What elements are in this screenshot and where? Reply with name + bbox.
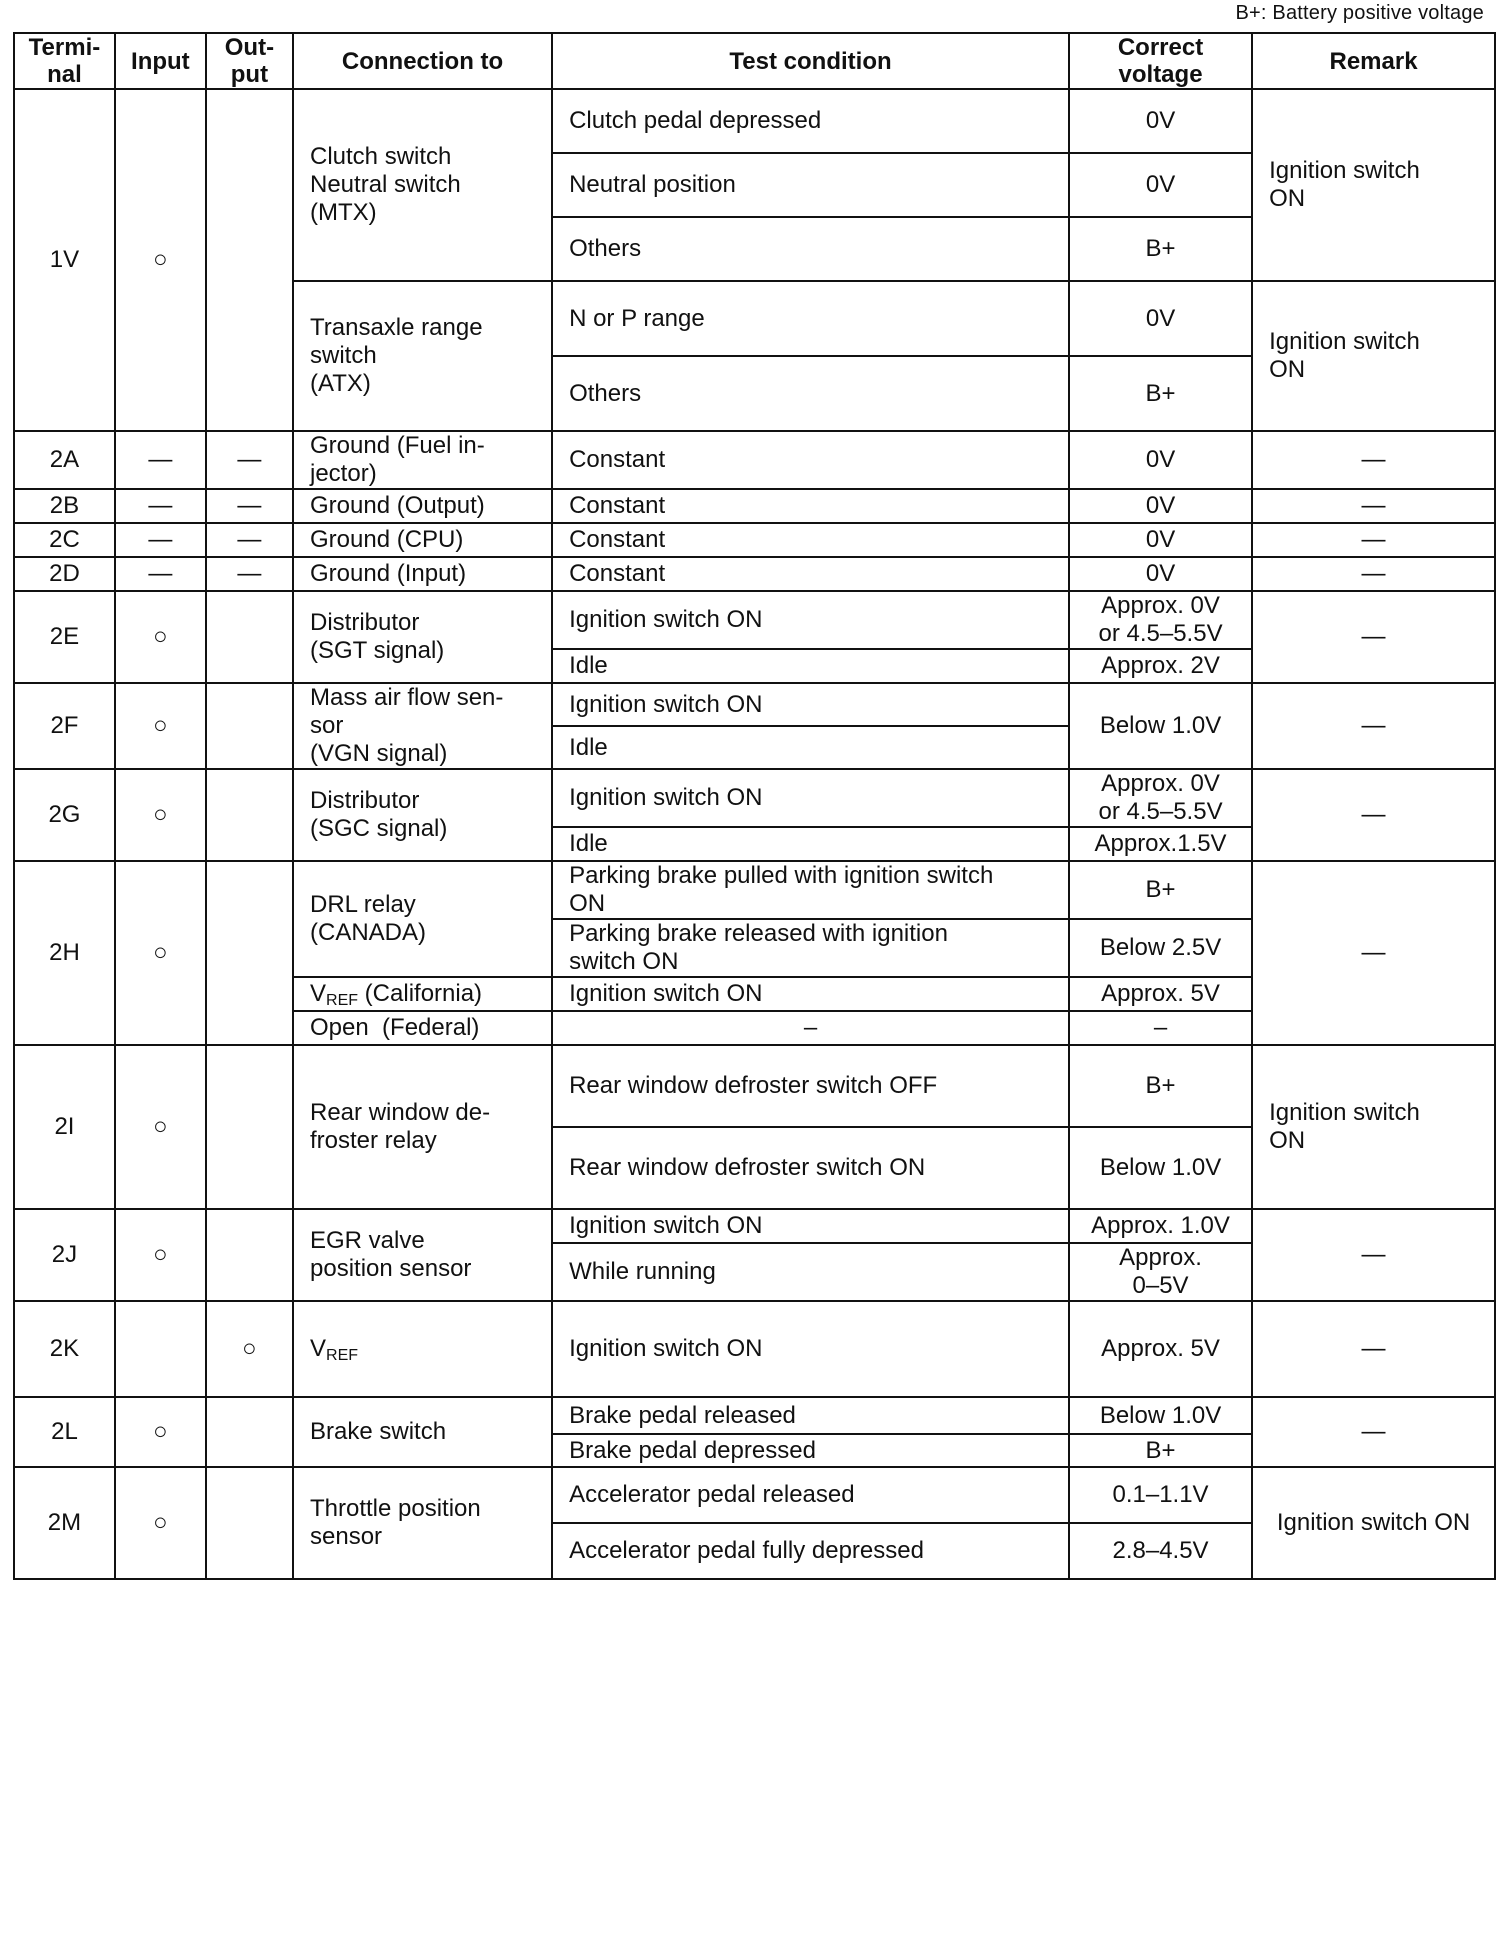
connection-distributor-sgt: Distributor (SGT signal) [293, 591, 552, 683]
connection-egr-valve-position-sensor: EGR valve position sensor [293, 1209, 552, 1301]
connection-distributor-sgc: Distributor (SGC signal) [293, 769, 552, 861]
test-condition: Ignition switch ON [552, 769, 1069, 827]
correct-voltage: Approx. 5V [1069, 1301, 1252, 1397]
vref-sub: REF [326, 992, 359, 1009]
test-condition: Ignition switch ON [552, 591, 1069, 649]
output-mark [206, 1467, 293, 1579]
input-mark: ○ [115, 861, 206, 1045]
table-row [14, 89, 1495, 153]
test-condition: Ignition switch ON [552, 683, 1069, 726]
vref-v: V [310, 1335, 327, 1362]
connection-clutch-neutral-switch: Clutch switch Neutral switch (MTX) [293, 89, 552, 281]
correct-voltage: Below 2.5V [1069, 919, 1252, 977]
input-mark: ○ [115, 89, 206, 431]
remark: — [1252, 683, 1495, 769]
test-condition: Idle [552, 649, 1069, 683]
input-mark: ○ [115, 1209, 206, 1301]
connection-rear-window-defroster-relay: Rear window de- froster relay [293, 1045, 552, 1209]
test-condition: Idle [552, 827, 1069, 861]
header-row [14, 33, 1495, 89]
table-row [14, 861, 1495, 919]
remark: Ignition switch ON [1252, 281, 1495, 431]
test-condition: Neutral position [552, 153, 1069, 217]
connection-throttle-position-sensor: Throttle position sensor [293, 1467, 552, 1579]
input-mark: — [115, 557, 206, 591]
table-row [14, 1301, 1495, 1397]
test-condition: While running [552, 1243, 1069, 1301]
input-mark: — [115, 489, 206, 523]
test-condition: Constant [552, 523, 1069, 557]
correct-voltage: Approx. 0V or 4.5–5.5V [1069, 591, 1252, 649]
remark: — [1252, 557, 1495, 591]
terminal-2c: 2C [14, 523, 115, 557]
output-mark: — [206, 557, 293, 591]
terminal-2b: 2B [14, 489, 115, 523]
correct-voltage: 0V [1069, 89, 1252, 153]
connection-drl-relay: DRL relay (CANADA) [293, 861, 552, 977]
test-condition: Brake pedal depressed [552, 1434, 1069, 1467]
connection-brake-switch: Brake switch [293, 1397, 552, 1467]
table-row [14, 591, 1495, 649]
connection-open-federal: Open (Federal) [293, 1011, 552, 1045]
table-row [14, 1397, 1495, 1434]
test-condition: – [552, 1011, 1069, 1045]
input-mark [115, 1301, 206, 1397]
test-condition: Others [552, 356, 1069, 431]
remark: Ignition switch ON [1252, 89, 1495, 281]
vref-sub: REF [326, 1347, 359, 1364]
input-mark: ○ [115, 1397, 206, 1467]
test-condition: Constant [552, 489, 1069, 523]
output-mark [206, 1209, 293, 1301]
output-mark [206, 591, 293, 683]
connection-transaxle-range-switch: Transaxle range switch (ATX) [293, 281, 552, 431]
input-mark: ○ [115, 769, 206, 861]
test-condition: Parking brake pulled with ignition switch ON [552, 861, 1069, 919]
correct-voltage: 0V [1069, 557, 1252, 591]
correct-voltage: Below 1.0V [1069, 1397, 1252, 1434]
terminal-2h: 2H [14, 861, 115, 1045]
correct-voltage: B+ [1069, 861, 1252, 919]
test-condition: Parking brake released with ignition switch ON [552, 919, 1069, 977]
remark: Ignition switch ON [1252, 1045, 1495, 1209]
terminal-2k: 2K [14, 1301, 115, 1397]
output-mark: ○ [206, 1301, 293, 1397]
terminal-2m: 2M [14, 1467, 115, 1579]
correct-voltage: Approx. 5V [1069, 977, 1252, 1011]
output-mark: — [206, 523, 293, 557]
vref-v: V [310, 980, 327, 1007]
output-mark [206, 861, 293, 1045]
test-condition: Ignition switch ON [552, 977, 1069, 1011]
test-condition: Ignition switch ON [552, 1209, 1069, 1243]
table-row [14, 431, 1495, 489]
table-row [14, 769, 1495, 827]
header-input: Input [115, 33, 206, 89]
output-mark: — [206, 489, 293, 523]
correct-voltage: 0V [1069, 431, 1252, 489]
correct-voltage: Below 1.0V [1069, 683, 1252, 769]
input-mark: — [115, 431, 206, 489]
table-row [14, 523, 1495, 557]
correct-voltage: Approx. 0V or 4.5–5.5V [1069, 769, 1252, 827]
terminal-2d: 2D [14, 557, 115, 591]
table-row [14, 1209, 1495, 1243]
battery-voltage-note: B+: Battery positive voltage [1235, 2, 1484, 24]
terminal-2f: 2F [14, 683, 115, 769]
test-condition: Accelerator pedal released [552, 1467, 1069, 1523]
remark: — [1252, 861, 1495, 1045]
correct-voltage: B+ [1069, 356, 1252, 431]
table-row [14, 1045, 1495, 1127]
output-mark [206, 1397, 293, 1467]
input-mark: — [115, 523, 206, 557]
correct-voltage: 0V [1069, 523, 1252, 557]
test-condition: Clutch pedal depressed [552, 89, 1069, 153]
remark: — [1252, 1301, 1495, 1397]
input-mark: ○ [115, 591, 206, 683]
terminal-2e: 2E [14, 591, 115, 683]
correct-voltage: 0.1–1.1V [1069, 1467, 1252, 1523]
test-condition: Others [552, 217, 1069, 281]
terminal-voltage-table [13, 32, 1496, 1580]
table-row [14, 557, 1495, 591]
test-condition: Rear window defroster switch OFF [552, 1045, 1069, 1127]
remark: — [1252, 523, 1495, 557]
vref-california-label: (California) [358, 980, 483, 1007]
remark: — [1252, 591, 1495, 683]
correct-voltage: Approx. 1.0V [1069, 1209, 1252, 1243]
correct-voltage: 0V [1069, 489, 1252, 523]
correct-voltage: – [1069, 1011, 1252, 1045]
connection-ground-input: Ground (Input) [293, 557, 552, 591]
header-correct-voltage: Correct voltage [1069, 33, 1252, 89]
correct-voltage: 2.8–4.5V [1069, 1523, 1252, 1579]
test-condition: Constant [552, 431, 1069, 489]
correct-voltage: Approx.1.5V [1069, 827, 1252, 861]
remark: — [1252, 1397, 1495, 1467]
test-condition: Idle [552, 726, 1069, 769]
header-terminal: Termi- nal [14, 33, 115, 89]
correct-voltage: Below 1.0V [1069, 1127, 1252, 1209]
terminal-2j: 2J [14, 1209, 115, 1301]
connection-ground-fuel-injector: Ground (Fuel in- jector) [293, 431, 552, 489]
output-mark [206, 769, 293, 861]
table-row [14, 683, 1495, 726]
test-condition: Accelerator pedal fully depressed [552, 1523, 1069, 1579]
remark: Ignition switch ON [1252, 1467, 1495, 1579]
remark: — [1252, 1209, 1495, 1301]
correct-voltage: Approx. 2V [1069, 649, 1252, 683]
test-condition: Rear window defroster switch ON [552, 1127, 1069, 1209]
correct-voltage: 0V [1069, 153, 1252, 217]
test-condition: Constant [552, 557, 1069, 591]
header-connection: Connection to [293, 33, 552, 89]
output-mark [206, 683, 293, 769]
input-mark: ○ [115, 1045, 206, 1209]
connection-vref-california [293, 977, 552, 1011]
correct-voltage: B+ [1069, 1045, 1252, 1127]
connection-vref [293, 1301, 552, 1397]
test-condition: Ignition switch ON [552, 1301, 1069, 1397]
output-mark [206, 89, 293, 431]
terminal-2g: 2G [14, 769, 115, 861]
correct-voltage: 0V [1069, 281, 1252, 356]
output-mark: — [206, 431, 293, 489]
correct-voltage: B+ [1069, 1434, 1252, 1467]
connection-ground-cpu: Ground (CPU) [293, 523, 552, 557]
terminal-1v: 1V [14, 89, 115, 431]
remark: — [1252, 769, 1495, 861]
test-condition: N or P range [552, 281, 1069, 356]
connection-ground-output: Ground (Output) [293, 489, 552, 523]
header-output: Out- put [206, 33, 293, 89]
correct-voltage: B+ [1069, 217, 1252, 281]
input-mark: ○ [115, 1467, 206, 1579]
header-remark: Remark [1252, 33, 1495, 89]
input-mark: ○ [115, 683, 206, 769]
correct-voltage: Approx. 0–5V [1069, 1243, 1252, 1301]
terminal-2l: 2L [14, 1397, 115, 1467]
terminal-2a: 2A [14, 431, 115, 489]
table-row [14, 1467, 1495, 1523]
remark: — [1252, 431, 1495, 489]
connection-mass-air-flow-sensor: Mass air flow sen- sor (VGN signal) [293, 683, 552, 769]
test-condition: Brake pedal released [552, 1397, 1069, 1434]
header-test-condition: Test condition [552, 33, 1069, 89]
remark: — [1252, 489, 1495, 523]
output-mark [206, 1045, 293, 1209]
terminal-2i: 2I [14, 1045, 115, 1209]
table-row [14, 489, 1495, 523]
